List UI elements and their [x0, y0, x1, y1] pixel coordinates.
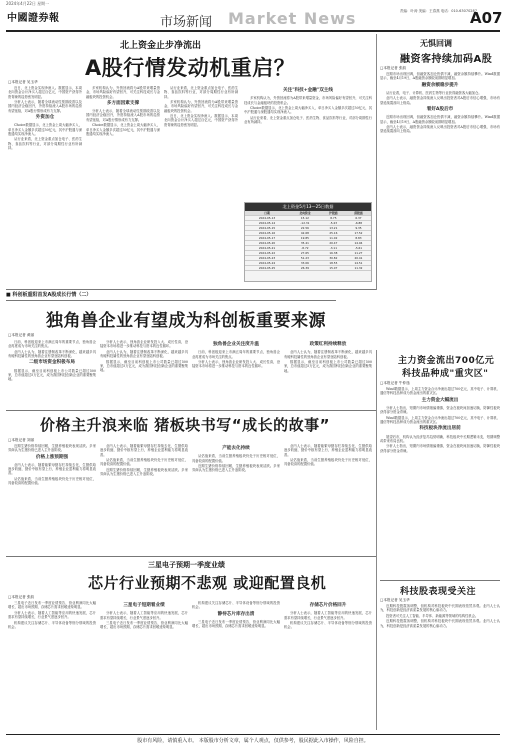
article2-column-2 [100, 340, 188, 408]
section-title: 市场新闻 [160, 15, 213, 30]
table-cell: 2024-05-15 [245, 226, 289, 231]
section-divider [6, 556, 376, 557]
table-cell: 20.47 [321, 241, 346, 246]
article-paragraph: 业内人士表示，随着能繁母猪存栏持续去化，生猪供给逐步收缩，猪价中枢有望上行，养殖企业盈利能力将明显改善。 [8, 462, 96, 476]
article-paragraph: 从行业看，电子、计算机、医药生物等行业获得融资客大幅加仓。 [386, 90, 482, 95]
table-column-header: 日期 [245, 211, 289, 216]
section-divider [6, 410, 376, 411]
right2-body [380, 387, 500, 577]
article1-subhead: 外资加仓 [35, 114, 55, 120]
article-paragraph: 近期市场出现回调，但融资客加仓热情不减，融资余额持续攀升。Wind数据显示，截至4月19日，A股融资余额较前期明显增加。 [380, 72, 500, 81]
table-cell: 19.85 [289, 236, 321, 241]
table-cell: -12.31 [289, 221, 321, 226]
article3-column-3 [192, 444, 280, 554]
article1-column-1 [8, 86, 82, 286]
table-column-header: 沪股通 [321, 211, 346, 216]
table-cell: -6.88 [346, 221, 371, 226]
article4-column-4 [284, 601, 372, 731]
table-cell: 13.21 [321, 226, 346, 231]
article1-kicker: 北上资金止步净流出 [120, 41, 202, 51]
article2-subhead: 政策红利持续释放 [309, 342, 347, 347]
table-cell: 2024-05-21 [245, 246, 289, 251]
table-title: 北上资金5月13—25日数据 [245, 203, 371, 211]
article-paragraph: 分析人士表示，随着全球流动性预期改善以及国内经济企稳回升，外资持续流入A股市场的趋势有望延续，对A股行情形成有力支撑。 [86, 109, 160, 122]
article-paragraph: 近期生猪价格持续回暖，生猪养殖板块表现活跃。多家券商认为生猪价格已进入主升浪阶段。 [8, 444, 96, 453]
article-paragraph: 业内人士表示，融资资金持续流入反映出投资者对A股后市信心增强，市场有望延续震荡向上格局。 [380, 125, 500, 134]
article1-column-3 [164, 86, 238, 286]
table-cell: 33.06 [289, 261, 321, 266]
article-paragraph: 机构建议关注存储芯片、半导体设备等细分领域的投资机会。 [284, 621, 372, 630]
table-cell: -5.43 [321, 221, 346, 226]
article2-headline: 独角兽企业有望成为科创板重要来源 [46, 311, 326, 331]
page-number: A07 [470, 9, 503, 27]
table-cell: 2024-05-13 [245, 216, 289, 221]
article-paragraph: 多家机构认为，外资回流将为A股带来增量资金，市场风险偏好有望回升，可关注科技成长与金融板块的投资机会。 [86, 86, 160, 99]
article-paragraph: 分析人士指出，短期内市场情绪偏谨慎，资金在板块间加速切换，防御性板块获得部分资金青睐。 [380, 444, 500, 453]
right2-headline-2: 科技品种成"重灾区" [402, 369, 489, 379]
article4-subhead: 三星电子短期看业绩 [123, 603, 165, 608]
article-paragraph: 机构建议关注存储芯片、半导体设备等细分领域的投资机会。 [192, 601, 280, 610]
article1-column-4 [244, 86, 372, 200]
article-paragraph: 从估值来看，当前生猪养殖板块仍处于历史相对低位，具备较高的配置价值。 [8, 476, 96, 486]
data-table [245, 211, 371, 271]
article-paragraph: 三星电子近日发布一季度业绩预告，营业利润同比大幅增长，超出市场预期，存储芯片需求回暖迹象明显。 [192, 619, 280, 629]
article-paragraph: 投资者可关注人工智能、半导体、新能源等领域的结构性机会。 [386, 613, 479, 618]
right2-subhead: 主力资金大幅流出 [421, 397, 459, 403]
table-cell: 2024-05-23 [245, 256, 289, 261]
table-cell: 2024-05-14 [245, 221, 289, 226]
article4-subhead: 存储芯片价格回升 [309, 603, 347, 608]
article4-column-2 [100, 601, 188, 731]
article-paragraph: 三星电子近日发布一季度业绩预告，营业利润同比大幅增长，超出市场预期，存储芯片需求回暖迹象明显。 [100, 621, 188, 630]
article2-subhead: 独角兽企业关注度升温 [213, 342, 259, 347]
table-cell: 11.02 [321, 236, 346, 241]
section-title-en: Market News [228, 9, 357, 28]
article4-column-1 [8, 601, 96, 731]
table-cell: 25.16 [321, 231, 346, 236]
article-paragraph: 近日，北上资金实现净流入。数据显示，本周北向资金合计净买入超过百亿元，中国资产获得外资青睐的趋势愈发明显。 [164, 114, 238, 127]
masthead [0, 6, 506, 32]
table-cell: 14.51 [346, 261, 371, 266]
article4-kicker: 三星电子预期一季度业绩 [148, 561, 225, 569]
section-divider [380, 580, 500, 581]
table-cell: 15.07 [321, 266, 346, 271]
article-paragraph: 展望后市，机构认为经济复苏趋势明确，科技板块中长期逻辑未变，短期调整或带来布局良机。 [380, 434, 500, 443]
article-paragraph: 多家机构认为，外资回流将为A股带来增量资金，市场风险偏好有望回升，可关注科技成长与金融板块的投资机会。 [164, 100, 238, 113]
table-cell: 11.27 [346, 251, 371, 256]
article-paragraph: 业内人士表示，融资资金持续流入反映出投资者对A股后市信心增强，市场有望延续震荡向上格局。 [380, 96, 500, 105]
article4-byline: □本报记者 张韵 [8, 595, 35, 599]
table-cell: 15.12 [289, 216, 321, 221]
article-paragraph: 业内人士表示，随着能繁母猪存栏持续去化，生猪供给逐步收缩，猪价中枢有望上行，养殖企业盈利能力将明显改善。 [100, 444, 188, 457]
northbound-data-table [244, 202, 372, 282]
article-paragraph: 分析人士表示，随着人工智能等应用的快速发展，芯片需求有望持续增长，行业景气度逐步回升。 [8, 610, 96, 620]
table-cell: 14.94 [346, 241, 371, 246]
table-column-header: 北向资金 [289, 211, 321, 216]
article-paragraph: 数据显示，截至目前科创板上市公司数量已超过500家，总市值超过5万亿元，成为我国科技创新企业的重要聚集地。 [100, 359, 188, 373]
article-paragraph: Choice数据显示，北上资金上周大幅净买入，单日净买入金额多次超过50亿元，其中沪股通与深股通均实现净流入。 [244, 106, 372, 115]
article-paragraph: 从估值来看，当前生猪养殖板块仍处于历史相对低位，具备较高的配置价值。 [100, 458, 188, 467]
article-paragraph: 分析人士表示，随着人工智能等应用的快速发展，芯片需求有望持续增长，行业景气度逐步回升。 [284, 611, 372, 620]
article-paragraph: 从估值来看，当前生猪养殖板块仍处于历史相对低位，具备较高的配置价值。 [284, 458, 372, 467]
table-cell: 8.75 [321, 216, 346, 221]
right1-headline: 融资客持续加码A股 [400, 54, 493, 65]
editor-info: 责编：叶涛 美编：王春燕 电话：010-63070287 [400, 9, 477, 13]
table-cell: -8.72 [289, 246, 321, 251]
article2-byline: □本报记者 黄丽 [8, 333, 35, 337]
newspaper-logo: 中國證券報 [7, 13, 60, 24]
article-paragraph: Choice数据显示，北上资金上周大幅净买入，单日净买入金额多次超过50亿元，其中沪股通与深股通均实现净流入。 [86, 123, 160, 136]
article1-column-2 [86, 86, 160, 286]
table-cell: 2024-05-20 [245, 241, 289, 246]
right2-byline: □本报记者 牛仲逸 [380, 381, 410, 385]
article-paragraph: 分析人士表示，独角兽企业研发投入大、成长性高，登陆资本市场将进一步推动科技与资本的良性循环。 [192, 360, 280, 369]
article-paragraph: 分析人士表示，随着全球流动性预期改善以及国内经济企稳回升，外资持续流入A股市场的趋势有望延续，对A股行情形成有力支撑。 [8, 100, 82, 113]
table-cell: -5.61 [346, 246, 371, 251]
article1-subhead: 多方面因素支撑 [106, 100, 140, 106]
section-divider [6, 289, 376, 290]
article3-subhead: 产能去化持续 [222, 446, 250, 451]
table-cell: -3.11 [321, 246, 346, 251]
right1-body [380, 72, 500, 286]
article-paragraph: 近期科技股震荡调整，但机构对科技板块中长期表现依然乐观。业内人士认为，科技创新是经济高质量发展的核心驱动力。 [380, 619, 500, 628]
article-paragraph: 日前，科创板迎来上市满五周年的重要节点，独角兽企业再度成为市场关注的焦点。 [8, 340, 96, 349]
article1-subhead: 关注"科技+金融"双主线 [283, 88, 333, 93]
article-paragraph: 数据显示，截至目前科创板上市公司数量已超过500家，总市值超过5万亿元，成为我国科技创新企业的重要聚集地。 [284, 360, 372, 373]
article2-subhead: 二级市场资金积极布局 [29, 360, 75, 366]
table-cell: 18.55 [321, 261, 346, 266]
article2-column-4 [284, 340, 372, 408]
table-cell: 20.41 [346, 256, 371, 261]
table-cell: 27.65 [289, 251, 321, 256]
table-cell: 2024-05-24 [245, 261, 289, 266]
column-divider [376, 350, 377, 730]
article-paragraph: 业内人士认为，随着注册制改革不断深化，越来越多具有硬科技属性的独角兽企业有望登陆科创板。 [100, 349, 188, 359]
article-paragraph: 三星电子近日发布一季度业绩预告，营业利润同比大幅增长，超出市场预期，存储芯片需求回暖迹象明显。 [8, 601, 96, 610]
article3-byline: □本报记者 刘丽 [8, 438, 35, 442]
right2-headline: 主力资金流出700亿元 [398, 356, 495, 366]
article-paragraph: 多家机构认为，外资回流将为A股带来增量资金，市场风险偏好有望回升，可关注科技成长与金融板块的投资机会。 [244, 96, 372, 105]
article-paragraph: 日前，科创板迎来上市满五周年的重要节点，独角兽企业再度成为市场关注的焦点。 [192, 350, 280, 359]
table-cell: 11.32 [346, 266, 371, 271]
table-cell: 26.39 [289, 266, 321, 271]
table-cell: 17.52 [346, 231, 371, 236]
article-paragraph: 业内人士认为，随着注册制改革不断深化，越来越多具有硬科技属性的独角兽企业有望登陆科创板。 [8, 349, 96, 359]
article4-column-3 [192, 601, 280, 731]
right1-subhead: 看好A股后市 [426, 106, 454, 112]
article-paragraph: 近日，北上资金实现净流入。数据显示，本周北向资金合计净买入超过百亿元，中国资产获得外资青睐的趋势愈发明显。 [8, 86, 82, 99]
article-paragraph: 近期市场出现回调，但融资客加仓热情不减，融资余额持续攀升。Wind数据显示，截至4月19日，A股融资余额较前期明显增加。 [380, 115, 500, 124]
table-column-header: 深股通 [346, 211, 371, 216]
article-paragraph: 近期生猪价格持续回暖，生猪养殖板块表现活跃。多家券商认为生猪价格已进入主升浪阶段。 [192, 464, 280, 473]
risk-disclaimer: 股市有风险，请慎重入市。 本版股市分析文章，属个人观点，仅供参考，股民据此入市操作，风险自担。 [6, 734, 500, 746]
article-paragraph: 数据显示，截至目前科创板上市公司数量已超过500家，总市值超过5万亿元，成为我国科技创新企业的重要聚集地。 [8, 368, 96, 382]
table-cell: 2024-05-22 [245, 251, 289, 256]
article3-subhead: 价格上涨预期强 [35, 454, 69, 460]
table-cell: 35.41 [289, 241, 321, 246]
article-paragraph: 从行业来看，北上资金重点加仓电子、医药生物、食品饮料等行业，对部分周期性行业有所减持。 [8, 137, 82, 150]
right3-byline: □本报记者 吴玉华 [380, 598, 410, 602]
table-cell: 6.37 [346, 216, 371, 221]
article-paragraph: Wind数据显示，上周主力资金合计净流出超过700亿元，其中电子、计算机、通信等科技品种成为资金流出的重灾区。 [380, 415, 500, 424]
article2-column-3 [192, 340, 280, 408]
table-cell: 22.56 [289, 226, 321, 231]
table-cell: 8.83 [346, 236, 371, 241]
table-cell: 9.35 [346, 226, 371, 231]
right2-subhead: 科技板块净流出居前 [419, 426, 461, 432]
table-cell: 16.38 [321, 251, 346, 256]
table-cell: 30.82 [321, 256, 346, 261]
article-paragraph: 分析人士指出，短期内市场情绪偏谨慎，资金在板块间加速切换，防御性板块获得部分资金青睐。 [380, 405, 500, 415]
masthead-rule [6, 30, 500, 32]
article1-byline: □本报记者 吴玉华 [8, 80, 38, 84]
article-paragraph: Wind数据显示，上周主力资金合计净流出超过700亿元，其中电子、计算机、通信等科技品种成为资金流出的重灾区。 [380, 387, 500, 396]
article-paragraph: 从估值来看，当前生猪养殖板块仍处于历史相对低位，具备较高的配置价值。 [192, 454, 280, 463]
article-paragraph: 机构建议关注存储芯片、半导体设备等细分领域的投资机会。 [8, 620, 96, 629]
table-cell: 51.23 [289, 256, 321, 261]
article-paragraph: 从行业来看，北上资金重点加仓电子、医药生物、食品饮料等行业，对部分周期性行业有所减持。 [244, 115, 372, 125]
table-cell: 2024-05-16 [245, 231, 289, 236]
right3-headline: 科技股表现受关注 [400, 587, 477, 597]
article2-column-1 [8, 340, 96, 408]
right1-subhead: 融资余额稳步提升 [421, 82, 459, 88]
article3-column-1 [8, 444, 96, 554]
article3-column-4 [284, 444, 372, 554]
article-paragraph: 近期生猪价格持续回暖，生猪养殖板块表现活跃。多家券商认为生猪价格已进入主升浪阶段。 [100, 467, 188, 477]
table-body [245, 216, 371, 271]
date-text: 2024年4月22日 星期一 [6, 1, 50, 6]
column-divider [376, 34, 377, 290]
article-paragraph: 业内人士认为，随着注册制改革不断深化，越来越多具有硬科技属性的独角兽企业有望登陆科创板。 [284, 350, 372, 359]
article4-headline: 芯片行业预期不悲观 或迎配置良机 [88, 574, 327, 592]
article-paragraph: Choice数据显示，北上资金上周大幅净买入，单日净买入金额多次超过50亿元，其中沪股通与深股通均实现净流入。 [8, 123, 82, 136]
article-paragraph: 分析人士表示，随着人工智能等应用的快速发展，芯片需求有望持续增长，行业景气度逐步回升。 [100, 611, 188, 620]
right3-body [380, 604, 500, 731]
article1-headline: A股行情发动机重启？ [85, 56, 296, 80]
table-cell: 2024-05-25 [245, 266, 289, 271]
article3-column-2 [100, 444, 188, 554]
article-paragraph: 业内人士表示，随着能繁母猪存栏持续去化，生猪供给逐步收缩，猪价中枢有望上行，养殖企业盈利能力将明显改善。 [284, 444, 372, 457]
article-paragraph: 近期科技股震荡调整，但机构对科技板块中长期表现依然乐观。业内人士认为，科技创新是经济高质量发展的核心驱动力。 [380, 604, 500, 613]
article-paragraph: 分析人士表示，独角兽企业研发投入大、成长性高，登陆资本市场将进一步推动科技与资本的良性循环。 [100, 340, 188, 349]
article4-subhead: 静待芯片库存出清 [217, 611, 255, 617]
article3-headline: 价格主升浪来临 猪板块书写“成长的故事” [40, 416, 330, 434]
article-paragraph: 从行业来看，北上资金重点加仓电子、医药生物、食品饮料等行业，对部分周期性行业有所减持。 [164, 86, 238, 99]
right1-byline: □本报记者 张韵 [380, 66, 407, 70]
series-banner: ■ 科创板重阳首发A股成长行情（二） [6, 291, 336, 301]
table-cell: 42.68 [289, 231, 321, 236]
table-cell: 2024-05-17 [245, 236, 289, 241]
table-row [245, 266, 371, 271]
right1-kicker: 无惧回调 [420, 39, 452, 48]
